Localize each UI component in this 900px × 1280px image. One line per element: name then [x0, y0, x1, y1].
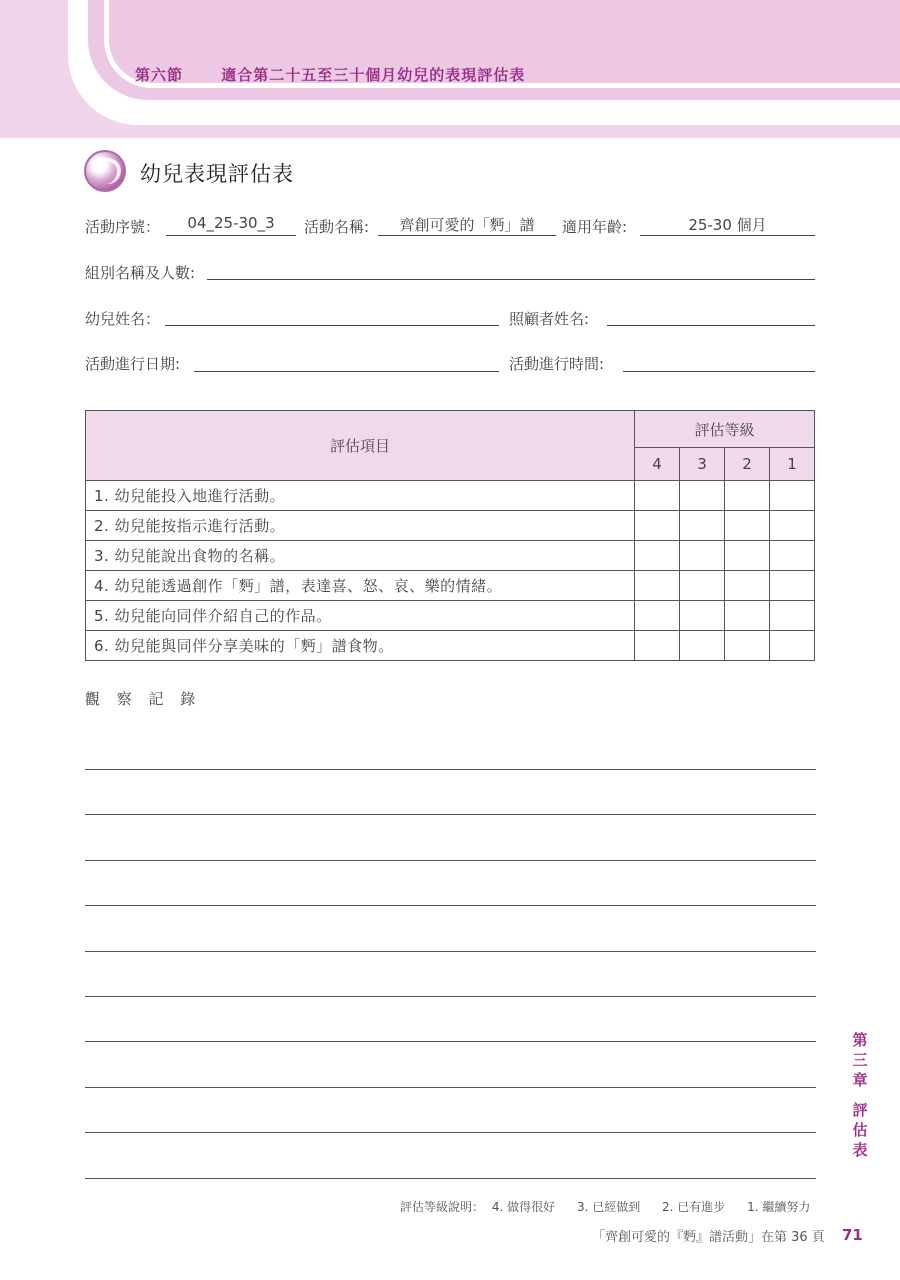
table-row	[86, 571, 815, 601]
swirl-icon	[84, 150, 126, 192]
score-cell-3[interactable]	[680, 571, 725, 601]
grade-1-header: 1	[770, 448, 815, 481]
score-cell-3[interactable]	[680, 631, 725, 661]
item-text: 2. 幼兒能按指示進行活動。	[86, 511, 635, 541]
section-title: 適合第二十五至三十個月幼兒的表現評估表	[221, 66, 526, 84]
score-cell-3[interactable]	[680, 541, 725, 571]
age-label: 適用年齡:	[562, 218, 628, 236]
item-text: 5. 幼兒能向同伴介紹自己的作品。	[86, 601, 635, 631]
section-heading	[135, 64, 525, 85]
legend-item: 3. 已經做到	[576, 1200, 641, 1214]
item-text: 4. 幼兒能透過創作「麪」譜，表達喜、怒、哀、樂的情緒。	[86, 571, 635, 601]
section-number: 第六節	[135, 66, 184, 84]
observation-line[interactable]	[85, 951, 816, 952]
group-field[interactable]	[207, 258, 815, 280]
age-field[interactable]: 25-30 個月	[640, 214, 815, 236]
carer-name-field[interactable]	[607, 304, 815, 326]
activity-name-field[interactable]: 齊創可愛的「麪」譜	[378, 214, 556, 236]
table-row	[86, 631, 815, 661]
table-row	[86, 541, 815, 571]
observation-line[interactable]	[85, 860, 816, 861]
observation-line[interactable]	[85, 905, 816, 906]
table-row	[86, 601, 815, 631]
score-cell-2[interactable]	[725, 481, 770, 511]
observation-line[interactable]	[85, 1041, 816, 1042]
grade-3-header: 3	[680, 448, 725, 481]
observation-line[interactable]	[85, 814, 816, 815]
score-cell-3[interactable]	[680, 511, 725, 541]
observation-line[interactable]	[85, 1087, 816, 1088]
page-number: 71	[842, 1226, 863, 1244]
score-cell-4[interactable]	[635, 631, 680, 661]
score-cell-3[interactable]	[680, 601, 725, 631]
score-cell-4[interactable]	[635, 511, 680, 541]
legend-item: 1. 繼續努力	[747, 1200, 811, 1214]
child-name-label: 幼兒姓名：	[85, 310, 161, 328]
score-cell-4[interactable]	[635, 601, 680, 631]
grade-header: 評估等級	[635, 411, 815, 448]
form-title: 幼兒表現評估表	[140, 162, 294, 186]
observation-line[interactable]	[85, 1178, 816, 1179]
item-header: 評估項目	[86, 411, 635, 481]
topic-side-label: 評 估 表	[852, 1101, 868, 1159]
group-label: 組別名稱及人數:	[85, 264, 196, 282]
legend-label: 評估等級說明：	[400, 1200, 485, 1214]
grade-4-header: 4	[635, 448, 680, 481]
observation-label: 觀 察 記 錄	[85, 690, 202, 708]
item-text: 6. 幼兒能與同伴分享美味的「麪」譜食物。	[86, 631, 635, 661]
score-cell-1[interactable]	[770, 541, 815, 571]
evaluation-table	[85, 410, 815, 661]
date-field[interactable]	[194, 350, 499, 372]
chapter-side-label: 第 三 章	[852, 1031, 868, 1089]
observation-line[interactable]	[85, 996, 816, 997]
table-row	[86, 481, 815, 511]
item-text: 3. 幼兒能說出食物的名稱。	[86, 541, 635, 571]
score-cell-1[interactable]	[770, 511, 815, 541]
time-label: 活動進行時間:	[509, 355, 605, 373]
item-text: 1. 幼兒能投入地進行活動。	[86, 481, 635, 511]
activity-no-field[interactable]: 04_25-30_3	[166, 214, 296, 236]
activity-name-label: 活動名稱:	[304, 218, 370, 236]
score-cell-4[interactable]	[635, 541, 680, 571]
score-cell-2[interactable]	[725, 601, 770, 631]
score-cell-1[interactable]	[770, 571, 815, 601]
table-row	[86, 511, 815, 541]
score-cell-1[interactable]	[770, 601, 815, 631]
header-band	[0, 0, 900, 138]
observation-line[interactable]	[85, 1132, 816, 1133]
observation-line[interactable]	[85, 769, 816, 770]
page-reference: 「齊創可愛的『麪』譜活動」在第 36 頁	[592, 1230, 825, 1245]
score-cell-1[interactable]	[770, 481, 815, 511]
grade-2-header: 2	[725, 448, 770, 481]
score-cell-2[interactable]	[725, 631, 770, 661]
date-label: 活動進行日期:	[85, 355, 181, 373]
grade-legend	[400, 1198, 810, 1215]
child-name-field[interactable]	[165, 304, 499, 326]
carer-name-label: 照顧者姓名:	[509, 310, 590, 328]
time-field[interactable]	[623, 350, 815, 372]
activity-no-label: 活動序號：	[85, 218, 161, 236]
legend-item: 2. 已有進步	[662, 1200, 726, 1214]
score-cell-3[interactable]	[680, 481, 725, 511]
score-cell-4[interactable]	[635, 481, 680, 511]
score-cell-2[interactable]	[725, 571, 770, 601]
score-cell-1[interactable]	[770, 631, 815, 661]
score-cell-4[interactable]	[635, 571, 680, 601]
score-cell-2[interactable]	[725, 541, 770, 571]
legend-item: 4. 做得很好	[491, 1200, 556, 1214]
score-cell-2[interactable]	[725, 511, 770, 541]
